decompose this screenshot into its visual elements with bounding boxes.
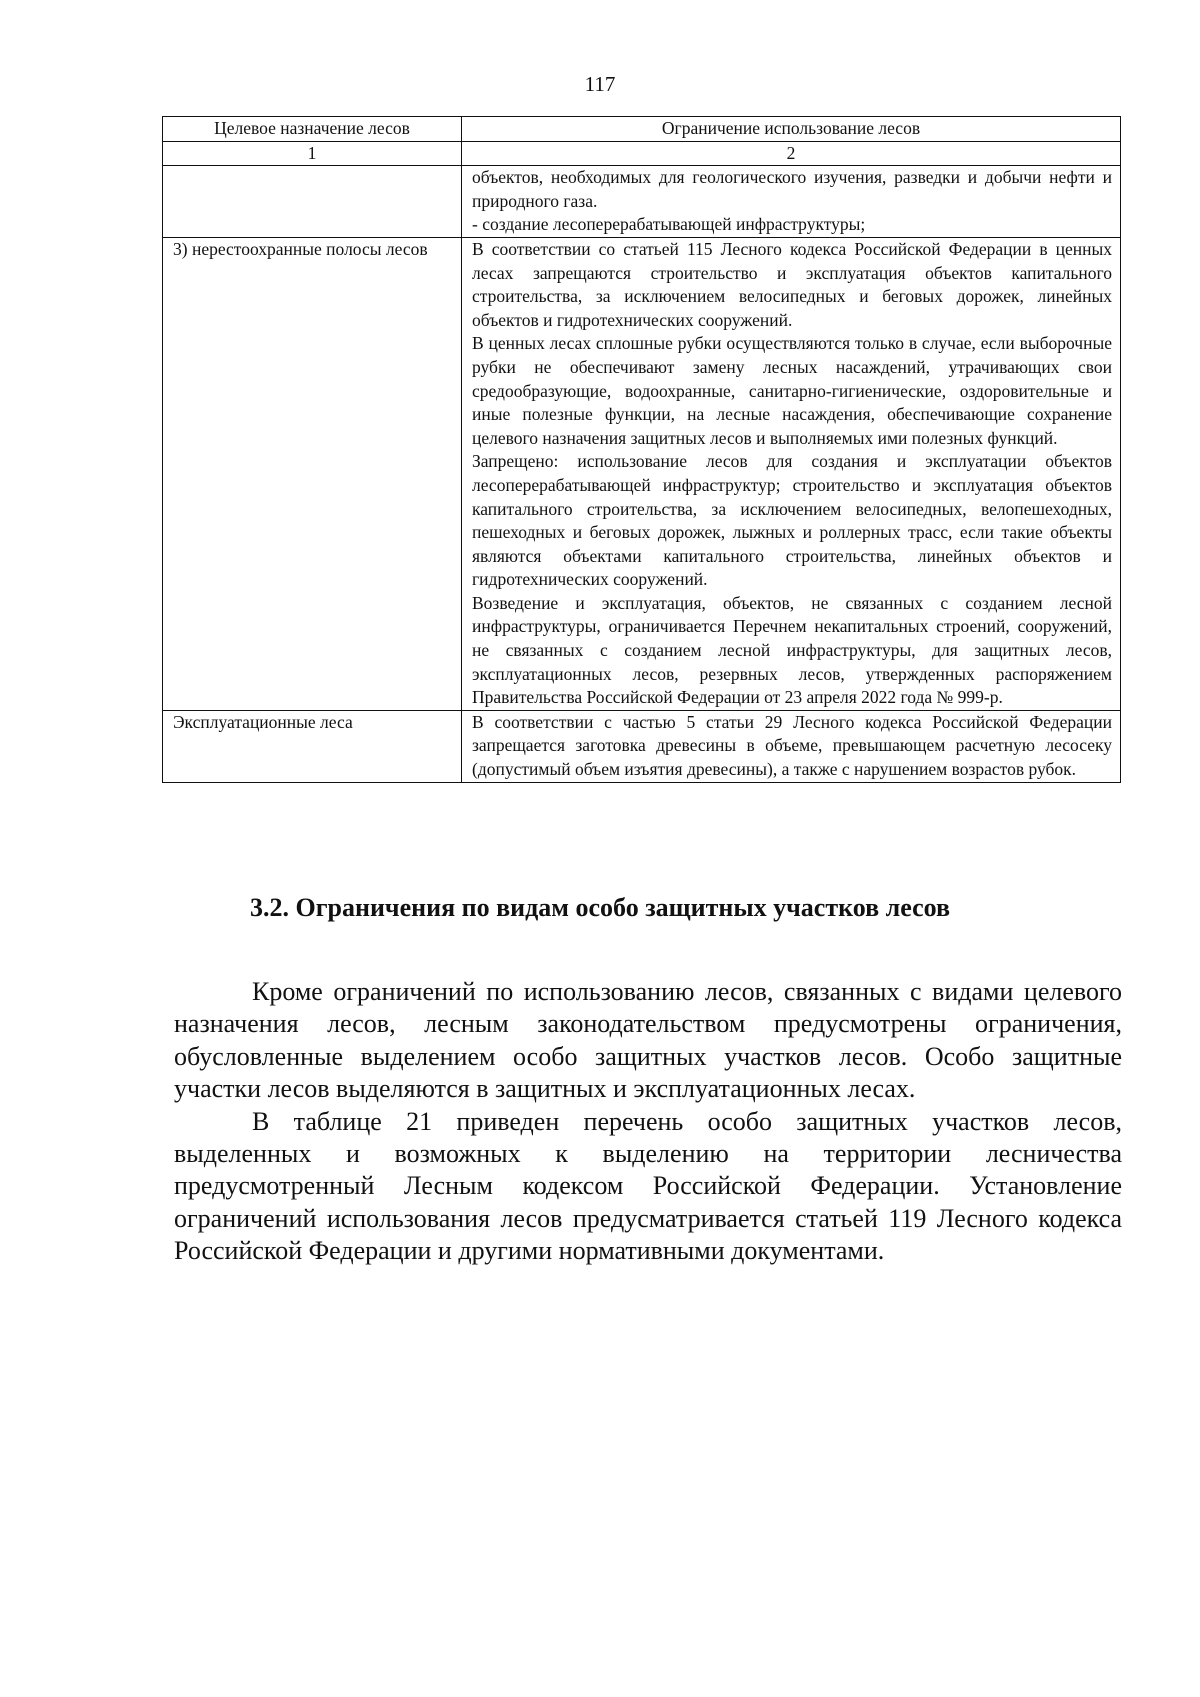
- table-header-row: [163, 117, 1121, 142]
- paragraph: Кроме ограничений по использованию лесов, связанных с видами целевого назначения лесов, лесным законодательством предусмотрены ограничения, обусловленные выделением особо защитных участков лесов. Особо защитные участки лесов выделяются в защитных и эксплуатационных лесах.: [174, 977, 1122, 1104]
- restriction-cell: [462, 710, 1121, 782]
- restriction-text: В ценных лесах сплошные рубки осуществляются только в случае, если выборочные рубки не обеспечивают замену лесных насаждений, утрачивающих свои средообразующие, водоохранные, санитарно-гигиенические, оздоровительные и иные полезные функции, на лесные насаждения, обеспечивающие сохранение целевого назначения защитных лесов и выполняемых ими полезных функций.: [472, 333, 1112, 448]
- table-row: [163, 710, 1121, 782]
- restriction-text: Запрещено: использование лесов для создания и эксплуатации объектов лесоперерабатывающей инфраструктур; строительство и эксплуатация объектов капитального строительства, за исключением велосипедных, велопешеходных, пешеходных и беговых дорожек, лыжных и роллерных трасс, если такие объекты являются объектами капитального строительства, линейных объектов и гидротехнических сооружений.: [472, 451, 1112, 590]
- restriction-cell: [462, 166, 1121, 238]
- table-column-number-row: [163, 141, 1121, 166]
- purpose-cell: 3) нерестоохранные полосы лесов: [163, 237, 462, 710]
- restriction-text: В соответствии с частью 5 статьи 29 Лесного кодекса Российской Федерации запрещается заготовка древесины в объеме, превышающем расчетную лесосеку (допустимый объем изъятия древесины), а также с нарушением возрастов рубок.: [472, 711, 1112, 780]
- purpose-cell: [163, 166, 462, 238]
- header-restriction: Ограничение использование лесов: [462, 117, 1121, 142]
- restriction-text: В соответствии со статьей 115 Лесного кодекса Российской Федерации в ценных лесах запрещаются строительство и эксплуатация объектов капитального строительства, за исключением велосипедных и беговых дорожек, линейных объектов и гидротехнических сооружений.: [472, 238, 1112, 330]
- column-number-1: 1: [163, 141, 462, 166]
- restriction-cell: [462, 237, 1121, 710]
- restriction-text: - создание лесоперерабатывающей инфраструктуры;: [472, 214, 866, 235]
- paragraph: В таблице 21 приведен перечень особо защитных участков лесов, выделенных и возможных к выделению на территории лесничества предусмотренный Лесным кодексом Российской Федерации. Установление ограничений использования лесов предусматривается статьей 119 Лесного кодекса Российской Федерации и другими нормативными документами.: [174, 1106, 1122, 1266]
- column-number-2: 2: [462, 141, 1121, 166]
- forest-use-restrictions-table: [162, 116, 1121, 783]
- restriction-text: объектов, необходимых для геологического изучения, разведки и добычи нефти и природного газа.: [472, 167, 1112, 211]
- restriction-text: Возведение и эксплуатация, объектов, не связанных с созданием лесной инфраструктуры, ограничивается Перечнем некапитальных строений, сооружений, не связанных с созданием лесной инфраструктуры, для защитных лесов, эксплуатационных лесов, резервных лесов, утвержденных распоряжением Правительства Российской Федерации от 23 апреля 2022 года № 999-р.: [472, 592, 1112, 708]
- page-number: 117: [584, 72, 616, 96]
- table-row: [163, 237, 1121, 710]
- section-heading: 3.2. Ограничения по видам особо защитных участков лесов: [249, 893, 951, 922]
- body-text: [174, 976, 1122, 1268]
- purpose-cell: Эксплуатационные леса: [163, 710, 462, 782]
- header-purpose: Целевое назначение лесов: [163, 117, 462, 142]
- table-row: [163, 166, 1121, 238]
